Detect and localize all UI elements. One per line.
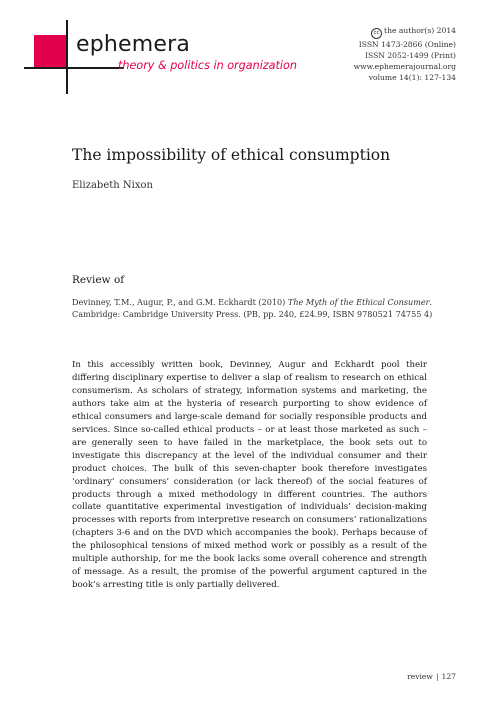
copyright-text: the author(s) 2014	[384, 26, 456, 35]
footer-section: review	[407, 672, 433, 681]
footer-separator: |	[435, 672, 439, 681]
article-author: Elizabeth Nixon	[72, 180, 153, 191]
volume-info: volume 14(1): 127-134	[368, 73, 456, 82]
body-paragraph: In this accessibly written book, Devinney, Augur and Eckhardt pool their differing disciplinary expertise to deliver a slap of realism to research on ethical consumerism. As scholars of strategy, information systems and marketing, the authors take aim at the hysteria of research purporting to show evidence of ethical consumers and large-scale demand for socially responsible products and services. Since so-called ethical products – or at least those marketed as such – are generally seen to have failed in the marketplace, the book sets out to investigate this discrepancy at the level of the individual consumer and their product choices. The bulk of this seven-chapter book therefore investigates ‘ordinary’ consumers’ consideration (or lack thereof) of the social features of products through a mixed methodology in different countries. The authors collate quantitative experimental investigation of individuals’ decision-making processes with reports from interpretive research on consumers’ rationalizations (chapters 3-6 and on the DVD which accompanies the book). Perhaps because of the philosophical tensions of mixed method work or possibly as a result of the multiple authorship, for me the book lacks some overall coherence and strength of message. As a result, the promise of the powerful argument captured in the book’s arresting title is only partially delivered.	[72, 360, 427, 591]
article-title: The impossibility of ethical consumption	[72, 146, 391, 164]
page-footer	[407, 672, 456, 681]
citation-authors: Devinney, T.M., Augur, P., and G.M. Eckhardt (2010)	[72, 297, 286, 307]
logo-vertical-line	[66, 20, 68, 94]
journal-tagline: theory & politics in organization	[118, 59, 297, 72]
citation-publisher: . Cambridge: Cambridge University Press. (PB, pp. 240, £24.99, ISBN 9780521 74755 4)	[72, 297, 433, 319]
journal-meta	[296, 25, 456, 83]
citation-book-title: The Myth of the Ethical Consumer	[287, 297, 430, 307]
issn-print: ISSN 2052-1499 (Print)	[365, 51, 456, 60]
logo-horizontal-line	[24, 67, 124, 69]
review-of-heading: Review of	[72, 274, 125, 286]
page-number: 127	[441, 672, 456, 681]
copyright-line	[296, 25, 456, 39]
creative-commons-icon: cc	[371, 28, 382, 39]
issn-online: ISSN 1473-2866 (Online)	[358, 40, 456, 49]
journal-website-link[interactable]: www.ephemerajournal.org	[353, 62, 456, 71]
book-citation	[72, 297, 460, 320]
logo-magenta-square	[34, 35, 67, 68]
journal-name: ephemera	[76, 32, 191, 57]
